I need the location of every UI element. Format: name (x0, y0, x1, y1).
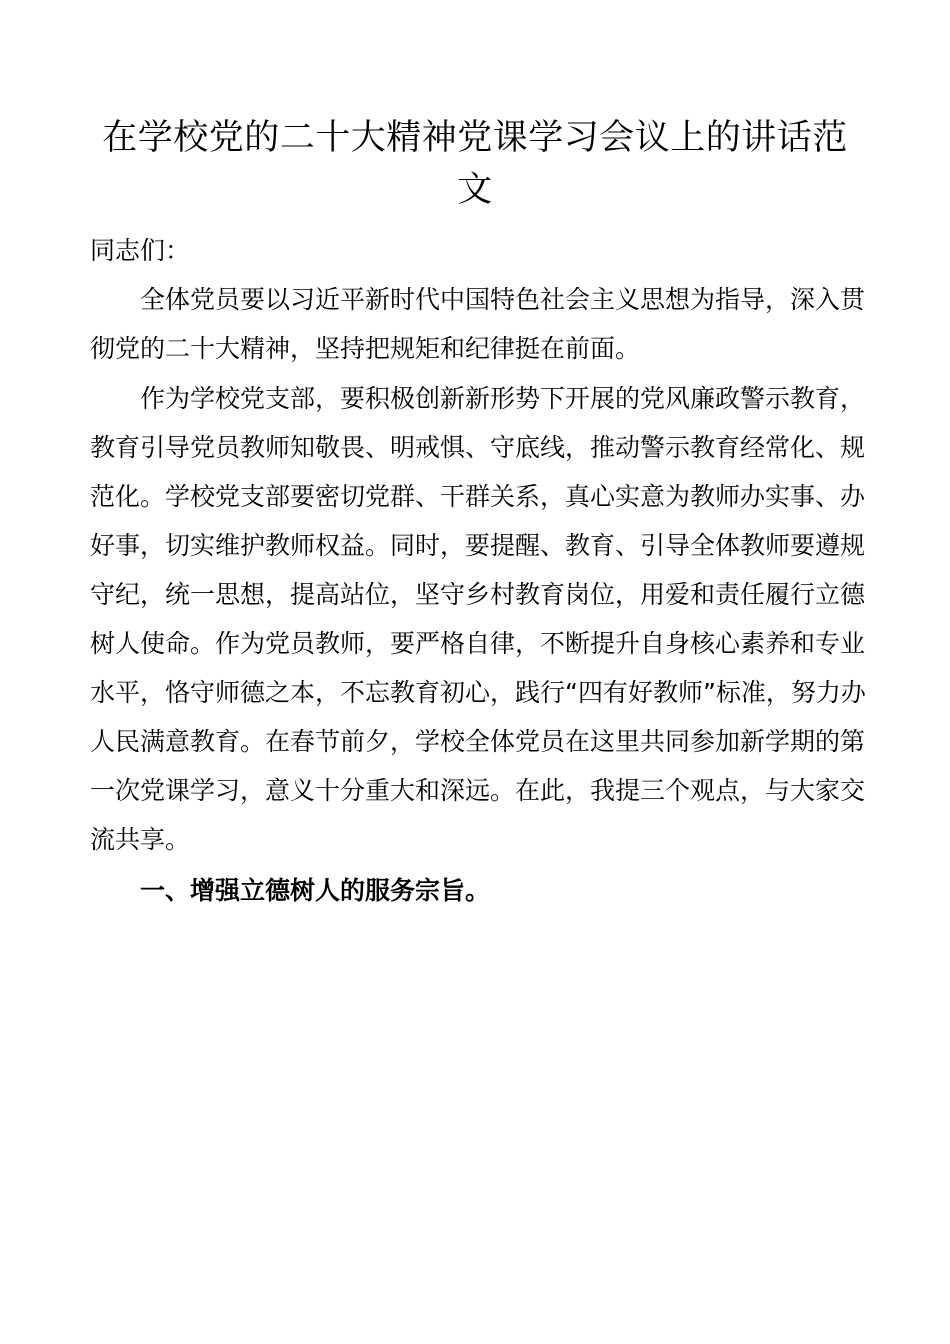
paragraph-2: 作为学校党支部，要积极创新新形势下开展的党风廉政警示教育，教育引导党员教师知敬畏、明戒惧、守底线，推动警示教育经常化、规范化。学校党支部要密切党群、干群关系，真心实意为教师办实事、办好事，切实维护教师权益。同时，要提醒、教育、引导全体教师要遵规守纪，统一思想，提高站位，坚守乡村教育岗位，用爱和责任履行立德树人使命。作为党员教师，要严格自律，不断提升自身核心素养和专业水平，恪守师德之本，不忘教育初心，践行“四有好教师”标准，努力办人民满意教育。在春节前夕，学校全体党员在这里共同参加新学期的第一次党课学习，意义十分重大和深远。在此，我提三个观点，与大家交流共享。 (90, 384, 866, 854)
document-title: 在学校党的二十大精神党课学习会议上的讲话范文 (102, 118, 848, 210)
paragraph-1: 全体党员要以习近平新时代中国特色社会主义思想为指导，深入贯彻党的二十大精神，坚持把规矩和纪律挺在前面。 (90, 285, 866, 363)
salutation: 同志们： (90, 236, 191, 265)
section-heading: 一、增强立德树人的服务宗旨。 (140, 876, 491, 905)
